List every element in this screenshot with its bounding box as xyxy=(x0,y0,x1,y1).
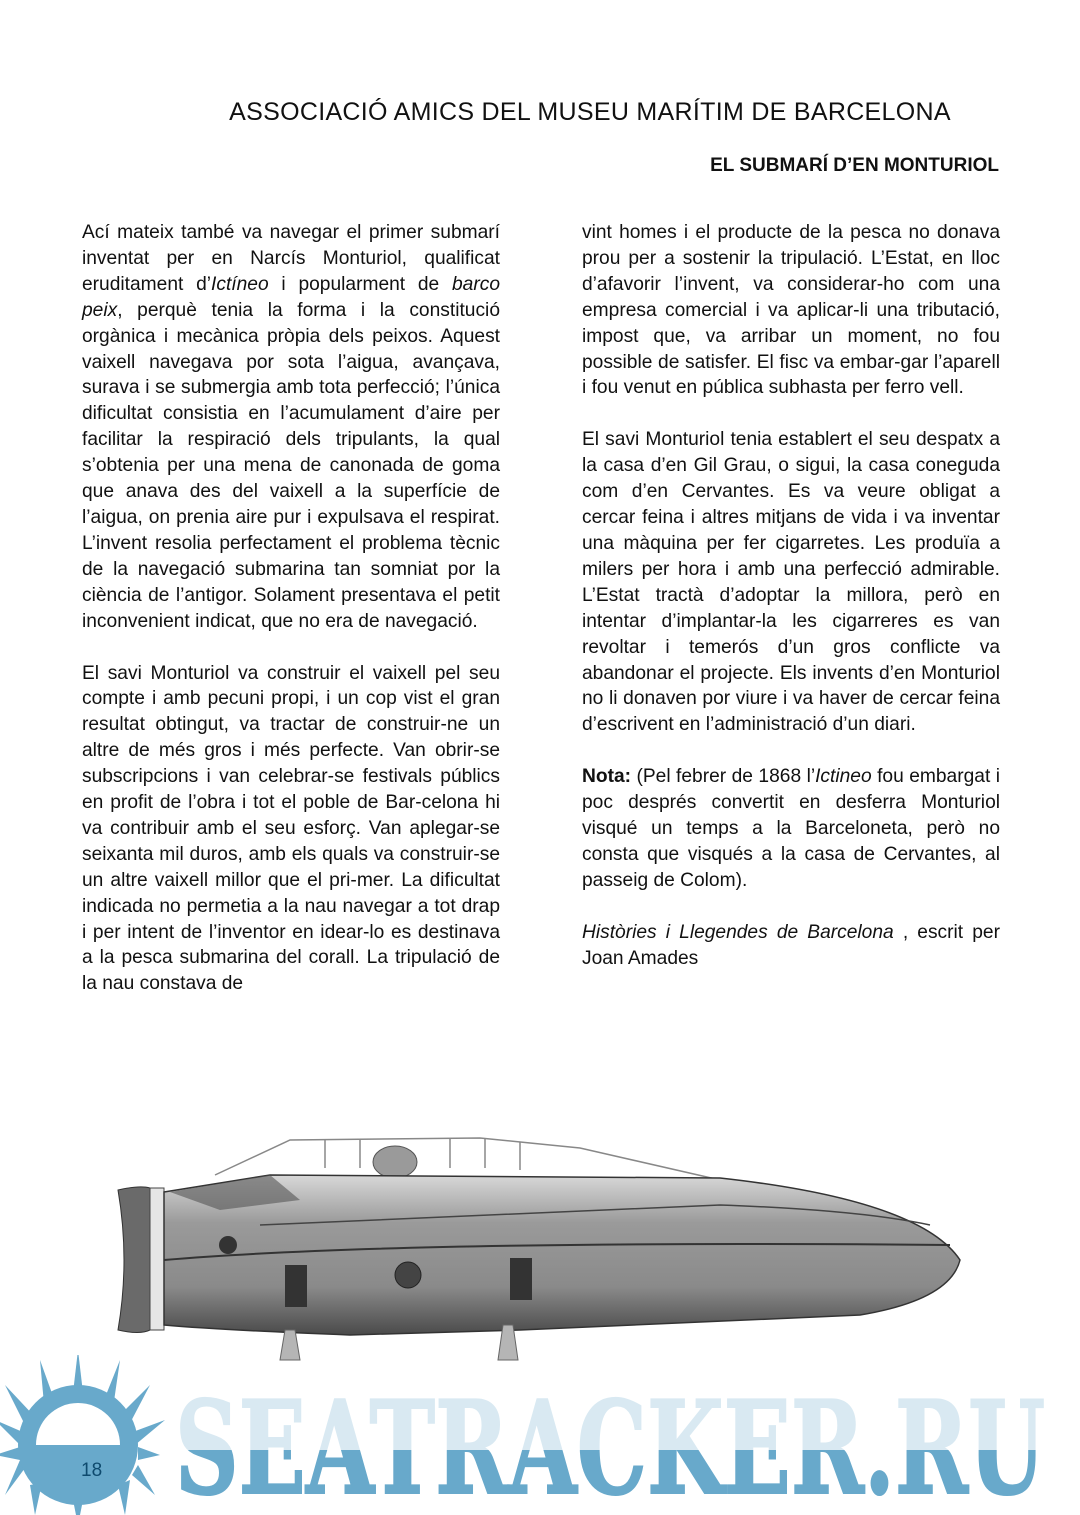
article-column-right xyxy=(582,220,1000,972)
paragraph-1: Ací mateix també va navegar el primer submarí inventat per en Narcís Monturiol, qualificat eruditament d’Ictíneo i popularment de barco peix, perquè tenia la forma i la constitució orgànica i mecànica pròpia dels peixos. Aquest vaixell navegava por sota l’aigua, avançava, surava i se submergia amb tota perfecció; l’única dificultat consistia en l’acumulament d’aire per facilitar la respiració dels tripulants, la qual s’obtenia per una mena de canonada de goma que anava des del vaixell a la superfície de l’aigua, on prenia aire pur i expulsava el respirat. L’invent resolia perfectament el problema tècnic de la navegació submarina tan somniat por la ciència de l’antigor. Solament presentava el petit inconvenient indicat, que no era de navegació. xyxy=(82,222,500,632)
source-citation: Històries i Llegendes de Barcelona , escrit per Joan Amades xyxy=(582,921,1000,969)
article-column-left xyxy=(82,220,500,997)
sun-icon xyxy=(0,1355,165,1515)
note-paragraph: Nota: (Pel febrer de 1868 l’Ictineo fou embargat i poc després convertit en desferra Monturiol visqué un temps a la Barceloneta, però no consta que visqués a la casa de Cervantes, al passeig de Colom). xyxy=(582,766,1000,891)
submarine-image xyxy=(100,1130,980,1370)
page-number: 18 xyxy=(81,1460,103,1481)
watermark-logo xyxy=(0,1355,1080,1515)
association-header: ASSOCIACIÓ AMICS DEL MUSEU MARÍTIM DE BARCELONA xyxy=(229,98,951,126)
paragraph-2-part-1: El savi Monturiol va construir el vaixell pel seu compte i amb pecuni propi, i un cop vist el gran resultat obtingut, va tractar de construir-ne un altre de més gros i més perfecte. Van obrir-se subscripcions i van celebrar-se festivals públics en profit de l’obra i tot el poble de Bar-celona hi va contribuir amb el seu esforç. Van aplegar-se seixanta mil duros, amb els quals va construir-se un altre vaixell millor que el pri-mer. La dificultat indicada no permetia a la nau navegar a tot drap i per intent de l’inventor en idear-lo es destinava a la pesca submarina del corall. La tripulació de la nau constava de xyxy=(82,662,500,995)
paragraph-3: El savi Monturiol tenia establert el seu despatx a la casa d’en Gil Grau, o sigui, la casa coneguda com d’en Cervantes. Es va veure obligat a cercar feina i altres mitjans de vida i va inventar una màquina per fer cigarretes. Les produïa a milers per hora i amb una perfecció admirable. L’Estat tractà d’adoptar la millora, però en intentar d’implantar-la les cigarreres es van revoltar i temerós d’un gros conflicte va abandonar el projecte. Els invents d’en Monturiol no li donaven por viure i va haver de cercar feina d’escrivent en l’administració d’un diari. xyxy=(582,429,1000,736)
article-title: EL SUBMARÍ D’EN MONTURIOL xyxy=(710,155,999,176)
paragraph-2-part-2: vint homes i el producte de la pesca no donava prou per a sostenir la tripulació. L’Estat, en lloc d’afavorir l’invent, va considerar-ho com una empresa comercial i va aplicar-li una tributació, impost que, va arribar un moment, no fou possible de satisfer. El fisc va embar-gar l’aparell i fou venut en pública subhasta per ferro vell. xyxy=(582,222,1000,399)
note-label: Nota: xyxy=(582,766,632,788)
